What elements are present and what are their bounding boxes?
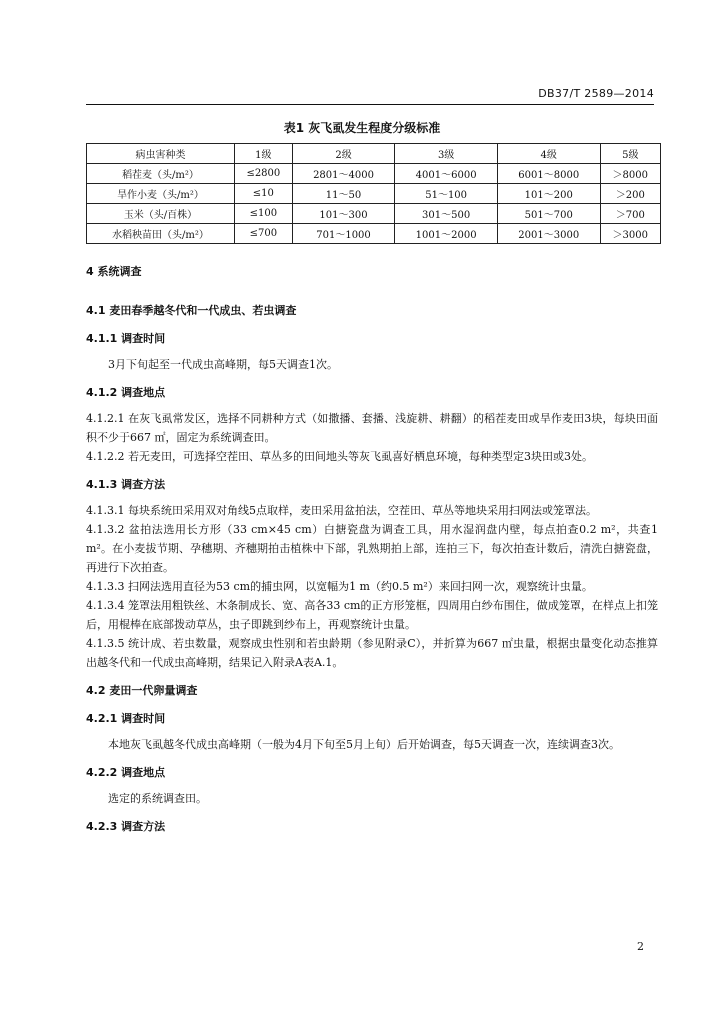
table-header-cell: 病虫害种类: [87, 144, 235, 164]
table-cell: 301～500: [395, 204, 498, 224]
paragraph-4-1-3-4: 4.1.3.4 笼罩法用粗铁丝、木条制成长、宽、高各33 cm的正方形笼框，四周用白纱布围住，做成笼罩，在样点上扣笼后，用棍棒在底部拨动草丛，虫子即跳到纱布上，再观察统计虫量。: [86, 599, 658, 631]
paragraph-4-1-2-1: 4.1.2.1 在灰飞虱常发区，选择不同耕种方式（如撒播、套播、浅旋耕、耕翻）的稻茬麦田或旱作麦田3块，每块田面积不少于667 ㎡，固定为系统调查田。: [86, 412, 658, 444]
paragraph-4-1-3-2: 4.1.3.2 盆拍法选用长方形（33 cm×45 cm）白搪瓷盘为调查工具，用水湿润盘内壁，每点拍查0.2 m²，共查1 m²。在小麦拔节期、孕穗期、齐穗期拍击植株中下部，乳熟期拍上部，连拍三下，每次拍查计数后，清洗白搪瓷盘，再进行下次拍查。: [86, 523, 658, 574]
section-heading-4-1-2: 4.1.2 调查地点: [86, 386, 166, 399]
table-cell: 水稻秧苗田（头/m²）: [87, 224, 235, 244]
table-cell: 稻茬麦（头/m²）: [87, 164, 235, 184]
table-cell: 101～300: [292, 204, 395, 224]
table-row: [87, 224, 661, 244]
header-code: DB37/T 2589—2014: [538, 87, 654, 100]
table-cell: ≤2800: [235, 164, 293, 184]
header-rule: [86, 104, 654, 105]
table-cell: ＞3000: [600, 224, 660, 244]
table-header-row: [87, 144, 661, 164]
table-row: [87, 164, 661, 184]
table-cell: 旱作小麦（头/m²）: [87, 184, 235, 204]
table-row: [87, 184, 661, 204]
paragraph-4-2-2: 选定的系统调查田。: [108, 792, 207, 805]
table-cell: 4001～6000: [395, 164, 498, 184]
paragraph-4-1-3-3: 4.1.3.3 扫网法选用直径为53 cm的捕虫网，以宽幅为1 m（约0.5 m²）来回扫网一次，观察统计虫量。: [86, 580, 593, 593]
table-cell: ≤700: [235, 224, 293, 244]
section-heading-4-2-3: 4.2.3 调查方法: [86, 820, 166, 833]
section-heading-4-2: 4.2 麦田一代卵量调查: [86, 684, 198, 697]
table-header-cell: 5级: [600, 144, 660, 164]
table-title: 表1 灰飞虱发生程度分级标准: [283, 121, 441, 135]
section-heading-4-2-2: 4.2.2 调查地点: [86, 766, 166, 779]
table-header-cell: 4级: [497, 144, 600, 164]
table-cell: 51～100: [395, 184, 498, 204]
table-cell: 玉米（头/百株）: [87, 204, 235, 224]
section-heading-4-1-1: 4.1.1 调查时间: [86, 332, 166, 345]
section-heading-4-2-1: 4.2.1 调查时间: [86, 712, 166, 725]
table-row: [87, 204, 661, 224]
table-cell: ＞200: [600, 184, 660, 204]
table-cell: 11～50: [292, 184, 395, 204]
table-cell: ＞8000: [600, 164, 660, 184]
table-cell: 501～700: [497, 204, 600, 224]
section-heading-4-1-3: 4.1.3 调查方法: [86, 478, 166, 491]
paragraph-4-2-1: 本地灰飞虱越冬代成虫高峰期（一般为4月下旬至5月上旬）后开始调查，每5天调查一次，连续调查3次。: [108, 738, 620, 751]
table-cell: 1001～2000: [395, 224, 498, 244]
table-cell: ＞700: [600, 204, 660, 224]
table-cell: ≤100: [235, 204, 293, 224]
paragraph-4-1-3-5: 4.1.3.5 统计成、若虫数量，观察成虫性别和若虫龄期（参见附录C），并折算为667 ㎡虫量，根据虫量变化动态推算出越冬代和一代成虫高峰期，结果记入附录A表A.1。: [86, 637, 658, 669]
section-heading-4-1: 4.1 麦田春季越冬代和一代成虫、若虫调查: [86, 304, 297, 317]
table-header-cell: 1级: [235, 144, 293, 164]
table-cell: 2001～3000: [497, 224, 600, 244]
paragraph-4-1-3-1: 4.1.3.1 每块系统田采用双对角线5点取样，麦田采用盆拍法，空茬田、草丛等地块采用扫网法或笼罩法。: [86, 504, 597, 517]
table-cell: 701～1000: [292, 224, 395, 244]
table-cell: ≤10: [235, 184, 293, 204]
grade-table: [86, 143, 661, 244]
section-heading-4: 4 系统调查: [86, 265, 142, 278]
table-cell: 101～200: [497, 184, 600, 204]
table-header-cell: 2级: [292, 144, 395, 164]
paragraph-4-1-1: 3月下旬起至一代成虫高峰期，每5天调查1次。: [108, 358, 338, 371]
document-body: [86, 262, 658, 836]
table-cell: 6001～8000: [497, 164, 600, 184]
page-number: 2: [637, 940, 644, 953]
table-header-cell: 3级: [395, 144, 498, 164]
table-cell: 2801～4000: [292, 164, 395, 184]
paragraph-4-1-2-2: 4.1.2.2 若无麦田，可选择空茬田、草丛多的田间地头等灰飞虱喜好栖息环境，每种类型定3块田或3处。: [86, 450, 593, 463]
